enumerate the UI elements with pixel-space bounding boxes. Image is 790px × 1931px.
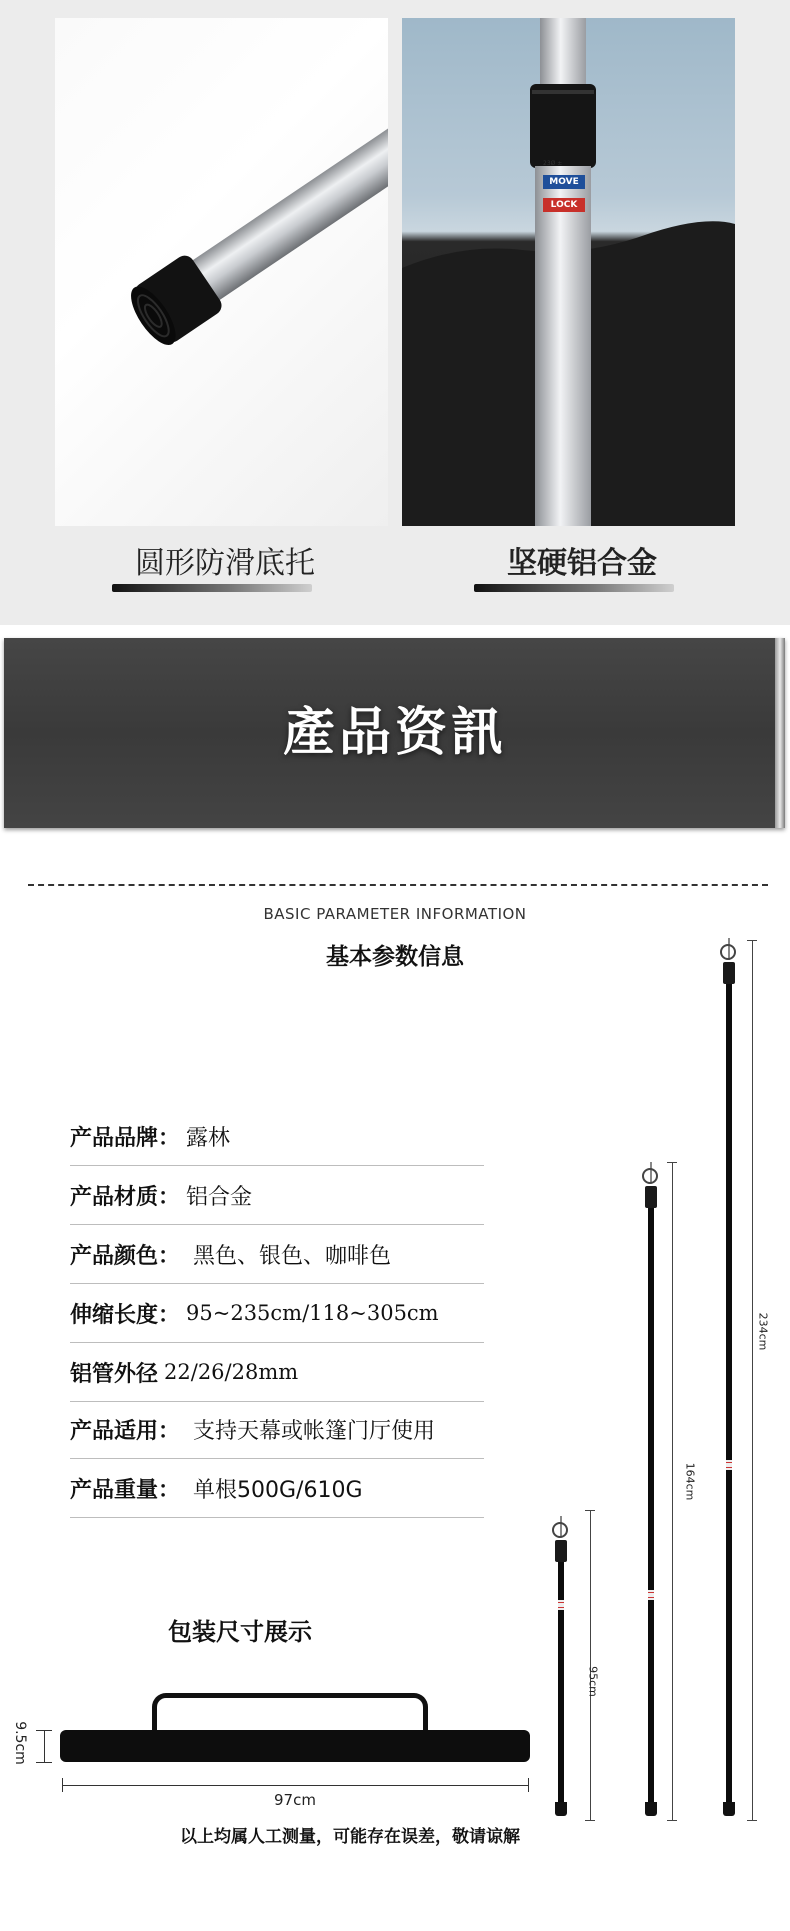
bag-width-label: 97cm: [274, 1791, 316, 1809]
long-pole-ring: [720, 944, 736, 960]
short-pole-length-label: 95cm: [586, 1666, 600, 1697]
params-cn-title: 基本参数信息: [326, 944, 464, 970]
short-pole: [558, 1562, 564, 1804]
long-pole-foot: [723, 1802, 735, 1816]
mid-pole-measure: [672, 1162, 673, 1820]
param-key: 产品适用：: [70, 1418, 181, 1444]
param-key: 产品颜色：: [70, 1243, 181, 1269]
mid-pole-length-label: 164cm: [683, 1462, 697, 1501]
bag-height-dimension: [44, 1730, 45, 1762]
sticker-lock: LOCK: [543, 198, 585, 212]
param-row-brand: [70, 1107, 484, 1166]
param-value: 铝合金: [186, 1184, 253, 1210]
param-value: 22/26/28mm: [164, 1360, 299, 1384]
bag-width-dimension: [62, 1785, 528, 1786]
long-pole-head: [723, 962, 735, 984]
dimension-tick: [36, 1762, 52, 1763]
long-pole-band: [726, 1460, 732, 1470]
measure-tick: [747, 940, 757, 941]
param-row-color: [70, 1225, 484, 1284]
param-value: 单根500G/610G: [186, 1477, 363, 1503]
param-row-diameter: [70, 1343, 484, 1402]
bag-height-label: 9.5cm: [12, 1721, 28, 1765]
param-key: 产品品牌：: [70, 1125, 181, 1151]
short-pole-ring: [552, 1522, 568, 1538]
measure-tick: [585, 1820, 595, 1821]
right-photo-caption: 坚硬铝合金: [507, 546, 657, 581]
param-row-length: [70, 1284, 484, 1343]
rubber-foot-photo: [55, 18, 388, 526]
param-value: 95~235cm/118~305cm: [186, 1301, 439, 1325]
mid-pole-foot: [645, 1802, 657, 1816]
mid-pole-band: [648, 1590, 654, 1600]
sticker-move: MOVE: [543, 175, 585, 189]
rubber-foot-illustration: [55, 18, 388, 526]
param-key: 产品重量：: [70, 1477, 181, 1503]
measure-tick: [667, 1820, 677, 1821]
short-pole-foot: [555, 1802, 567, 1816]
param-value: 露林: [186, 1125, 231, 1151]
short-pole-band: [558, 1600, 564, 1610]
param-value: 支持天幕或帐篷门厅使用: [186, 1418, 436, 1444]
param-value: 黑色、银色、咖啡色: [186, 1243, 392, 1269]
left-caption-underline: [112, 584, 312, 592]
dimension-tick: [36, 1730, 52, 1731]
measure-tick: [585, 1510, 595, 1511]
long-pole: [726, 984, 732, 1804]
package-title: 包装尺寸展示: [168, 1618, 312, 1646]
param-key: 产品材质：: [70, 1184, 181, 1210]
dimension-tick: [528, 1778, 529, 1792]
param-row-material: [70, 1166, 484, 1225]
long-pole-length-label: 234cm: [756, 1312, 770, 1351]
mid-pole: [648, 1208, 654, 1804]
mid-pole-head: [645, 1186, 657, 1208]
pole-closeup-illustration: [402, 18, 735, 526]
params-en-title: BASIC PARAMETER INFORMATION: [263, 905, 527, 923]
dashed-divider: [28, 884, 768, 886]
short-pole-head: [555, 1540, 567, 1562]
param-key: 铝管外径: [70, 1361, 159, 1387]
param-row-weight: [70, 1459, 484, 1518]
measurement-disclaimer: 以上均属人工测量，可能存在误差，敬请谅解: [180, 1827, 520, 1847]
aluminum-pole-photo: [402, 18, 735, 526]
dimension-tick: [62, 1778, 63, 1792]
param-row-usage: [70, 1400, 484, 1459]
long-pole-measure: [752, 940, 753, 1820]
measure-tick: [747, 1820, 757, 1821]
measure-tick: [667, 1162, 677, 1163]
sticker-size: 23Ø ±: [543, 160, 563, 167]
right-caption-underline: [474, 584, 674, 592]
mid-pole-ring: [642, 1168, 658, 1184]
left-photo-caption: 圆形防滑底托: [135, 546, 315, 581]
banner-title: 產品资訊: [282, 702, 507, 763]
carry-bag: [60, 1730, 530, 1762]
param-key: 伸缩长度：: [70, 1302, 181, 1328]
